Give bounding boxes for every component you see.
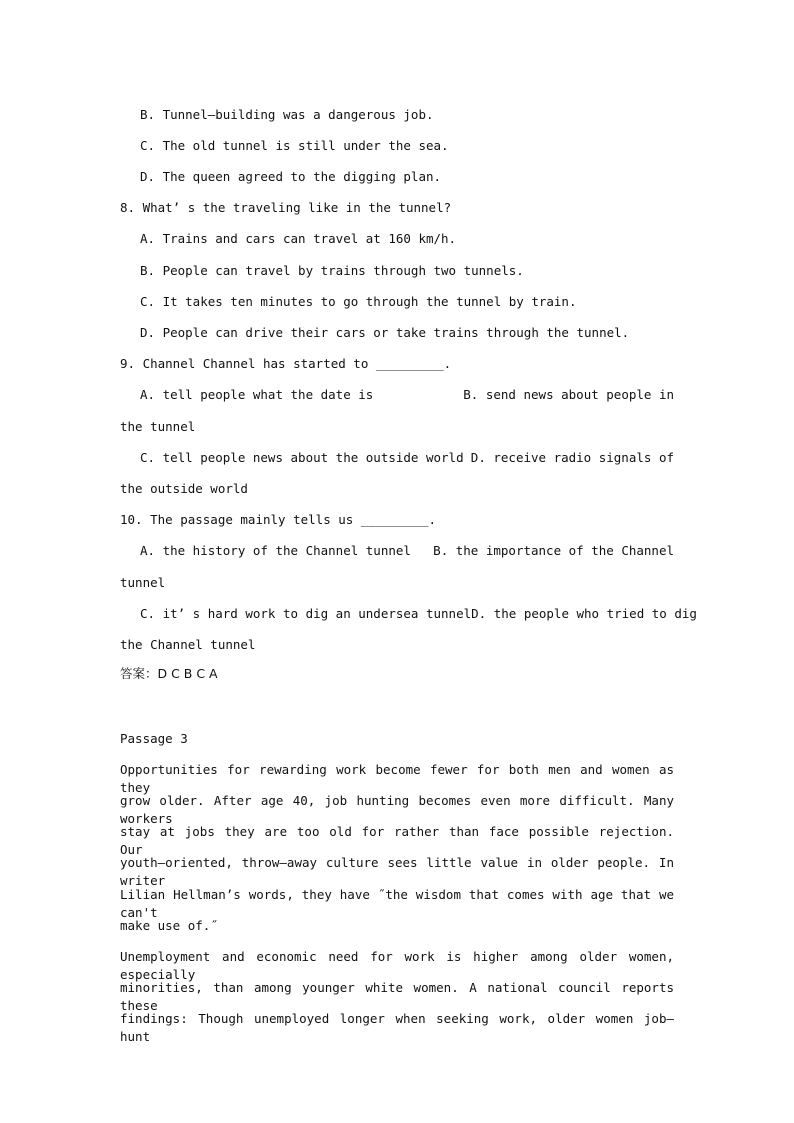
q10-options-row2 — [140, 605, 697, 623]
q9-options-row2 — [140, 449, 674, 467]
q7-option-c: C. The old tunnel is still under the sea. — [140, 138, 449, 153]
q7-option-b: B. Tunnel—building was a dangerous job. — [140, 107, 434, 122]
q9-option-d-cont: the outside world — [120, 481, 248, 496]
passage-p1-line: Lilian Hellman’s words, they have ˝the wisdom that comes with age that we can't — [120, 887, 674, 920]
q9-option-b-cont: the tunnel — [120, 419, 196, 434]
q10-option-b-cont: tunnel — [120, 575, 166, 590]
answer-key: 答案：D C B C A — [120, 666, 218, 681]
q8-option-a: A. Trains and cars can travel at 160 km/h. — [140, 231, 457, 246]
passage-p1-line: Opportunities for rewarding work become fewer for both men and women as they — [120, 762, 674, 795]
q8-stem: 8. What’ s the traveling like in the tunnel? — [120, 200, 452, 215]
q9-option-c: C. tell people news about the outside world — [140, 450, 464, 465]
q9-stem: 9. Channel Channel has started to _________. — [120, 356, 452, 371]
q9-option-d: D. receive radio signals of — [470, 450, 674, 465]
passage-title: Passage 3 — [120, 731, 188, 746]
passage-p1-line: youth—oriented, throw—away culture sees little value in older people. In writer — [120, 855, 674, 888]
passage-p1-line: grow older. After age 40, job hunting becomes even more difficult. Many workers — [120, 793, 674, 826]
q10-option-b: B. the importance of the Channel — [433, 543, 674, 558]
passage-p2-line: findings: Though unemployed longer when seeking work, older women job—hunt — [120, 1011, 674, 1044]
q10-option-c: C. it’ s hard work to dig an undersea tunnel — [140, 606, 472, 621]
passage-p1-line: stay at jobs they are too old for rather than face possible rejection. Our — [120, 824, 674, 857]
q10-option-a: A. the history of the Channel tunnel — [140, 543, 411, 558]
passage-p2-line: Unemployment and economic need for work is higher among older women, especially — [120, 949, 674, 982]
q7-option-d: D. The queen agreed to the digging plan. — [140, 169, 442, 184]
q9-option-b: B. send news about people in — [463, 387, 674, 402]
passage-p1-last-line: make use of.˝ — [120, 918, 218, 933]
q8-option-b: B. People can travel by trains through two tunnels. — [140, 263, 524, 278]
passage-p2-line: minorities, than among younger white women. A national council reports these — [120, 980, 674, 1013]
q9-options-row1 — [140, 386, 674, 404]
q10-option-d-cont: the Channel tunnel — [120, 637, 256, 652]
q9-option-a: A. tell people what the date is — [140, 387, 374, 402]
q10-stem: 10. The passage mainly tells us _________. — [120, 512, 437, 527]
q10-option-d: D. the people who tried to dig — [471, 606, 697, 621]
q8-option-c: C. It takes ten minutes to go through the tunnel by train. — [140, 294, 577, 309]
q8-option-d: D. People can drive their cars or take trains through the tunnel. — [140, 325, 630, 340]
q10-options-row1 — [140, 542, 674, 560]
